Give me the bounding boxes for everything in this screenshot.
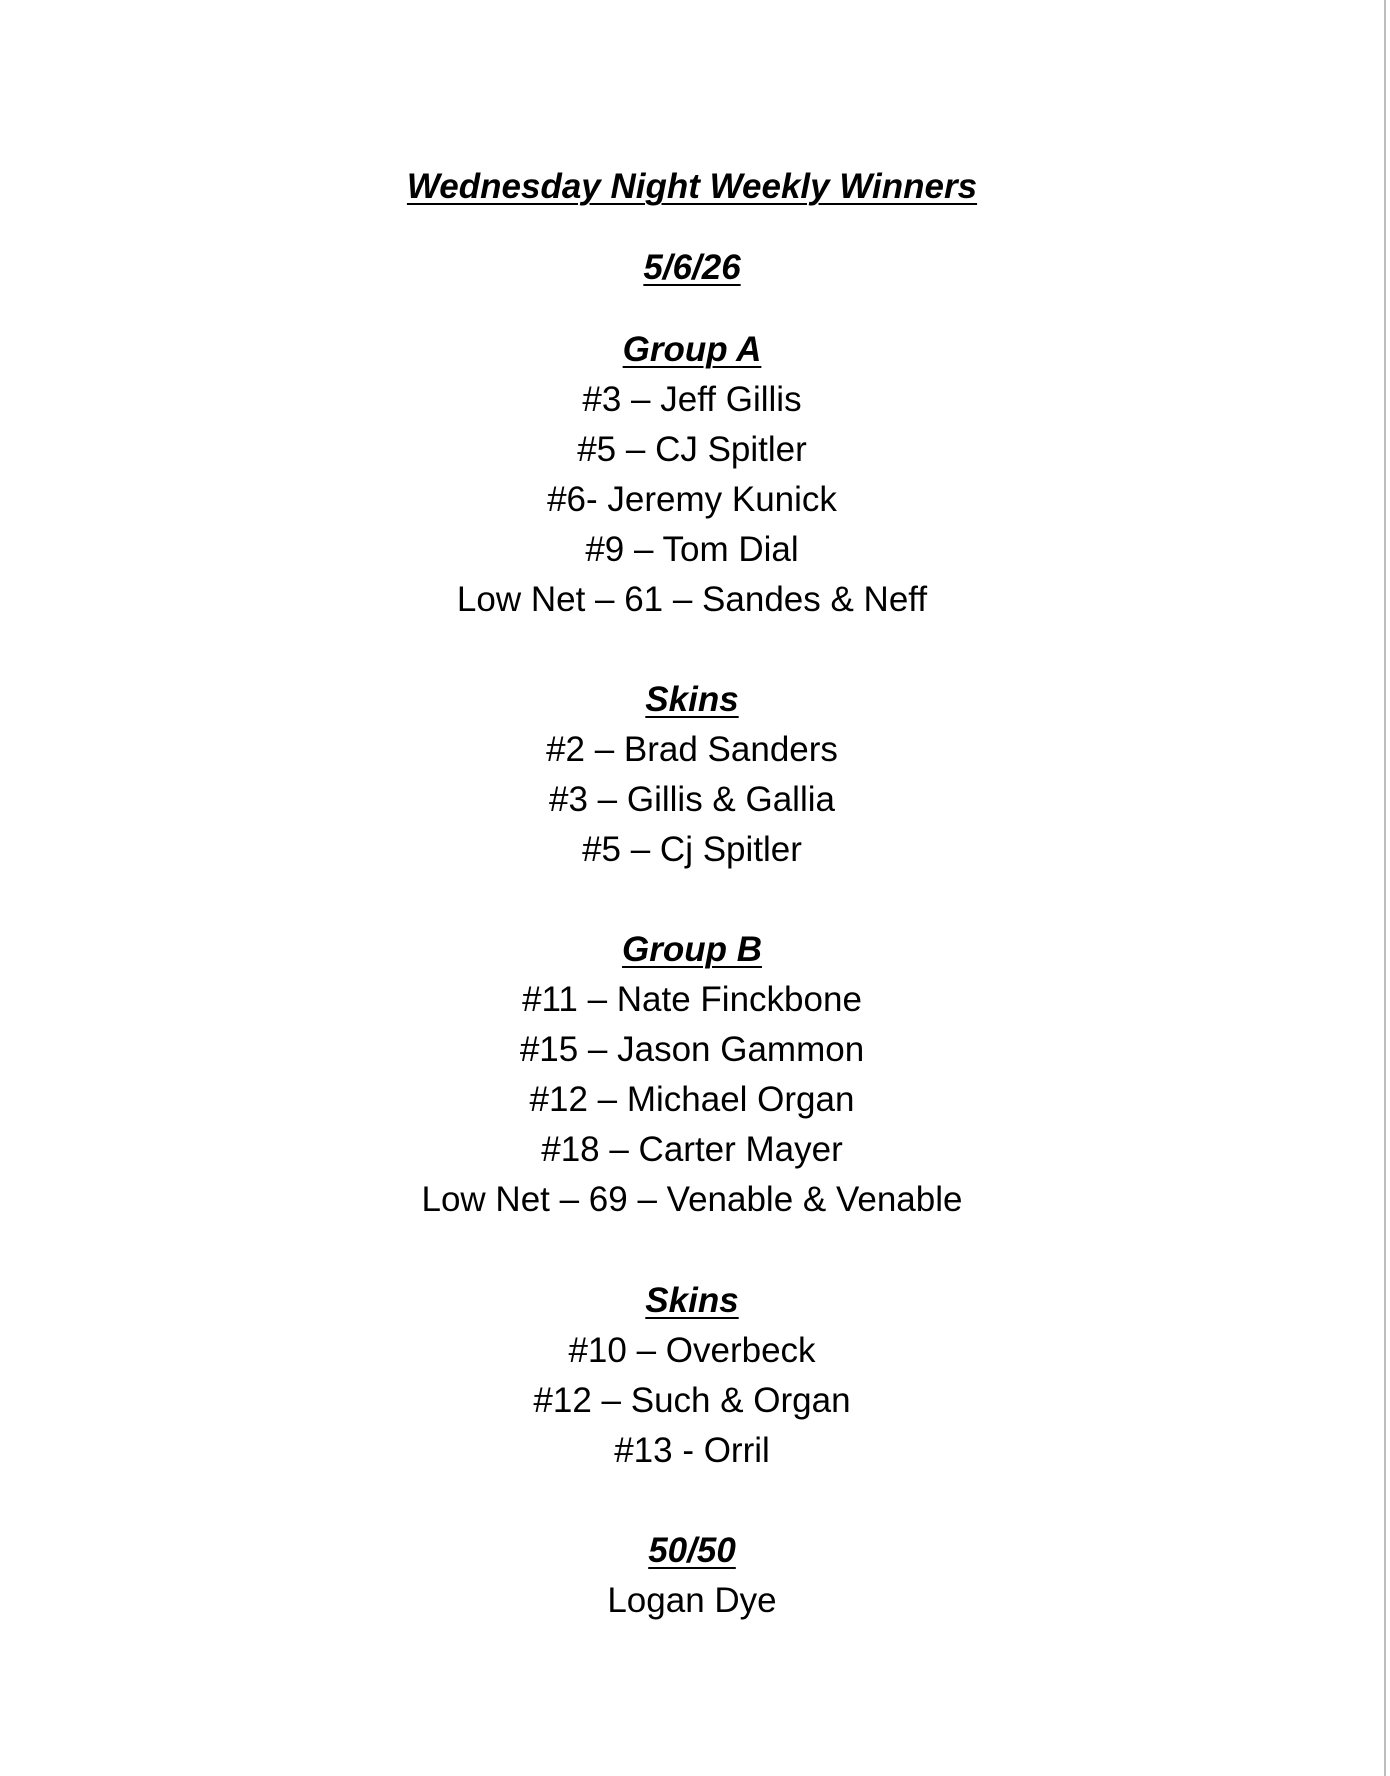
section-group-a [0,325,1384,625]
skins-entry: #10 – Overbeck [568,1331,816,1370]
document-date: 5/6/26 [643,248,741,287]
section-heading: 50/50 [648,1531,736,1570]
section-heading: Group B [622,930,762,969]
section-heading: Skins [645,1281,739,1320]
low-net-entry: Low Net – 69 – Venable & Venable [421,1180,963,1219]
low-net-entry: Low Net – 61 – Sandes & Neff [456,580,928,619]
skins-entry: #5 – Cj Spitler [582,830,802,869]
section-group-b [0,925,1384,1225]
winner-entry: #12 – Michael Organ [529,1080,855,1119]
section-heading: Group A [622,330,762,369]
section-fifty-fifty [0,1526,1384,1626]
winner-entry: #9 – Tom Dial [585,530,799,569]
fifty-fifty-winner: Logan Dye [607,1581,777,1620]
section-skins-a [0,675,1384,875]
page-edge-divider [1384,0,1386,1776]
winner-entry: #3 – Jeff Gillis [582,380,802,419]
winner-entry: #5 – CJ Spitler [577,430,807,469]
section-skins-b [0,1276,1384,1476]
winner-entry: #6- Jeremy Kunick [547,480,837,519]
winner-entry: #11 – Nate Finckbone [522,980,862,1019]
document-title: Wednesday Night Weekly Winners [406,167,978,206]
winner-entry: #15 – Jason Gammon [519,1030,865,1069]
skins-entry: #13 - Orril [614,1431,770,1470]
skins-entry: #2 – Brad Sanders [546,730,838,769]
skins-entry: #3 – Gillis & Gallia [549,780,835,819]
section-heading: Skins [645,680,739,719]
winner-entry: #18 – Carter Mayer [541,1130,843,1169]
skins-entry: #12 – Such & Organ [533,1381,851,1420]
